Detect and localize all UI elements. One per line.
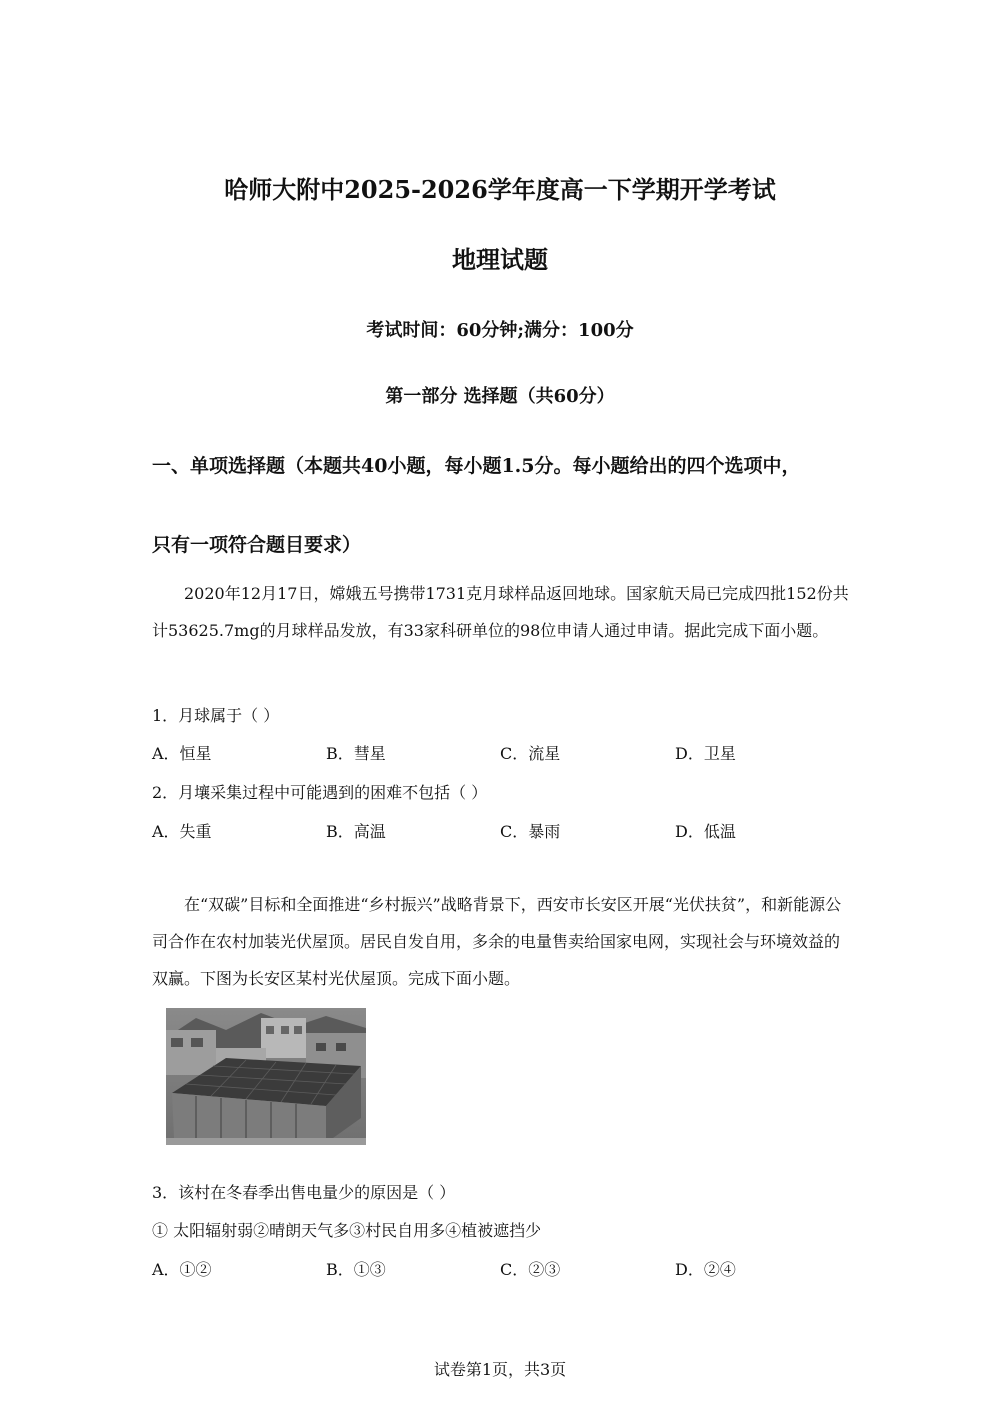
question-3-option-b: B．①③ bbox=[326, 1260, 386, 1279]
question-1-option-d: D．卫星 bbox=[675, 744, 736, 763]
passage-moon: 2020年12月17日，嫦娥五号携带1731克月球样品返回地球。国家航天局已完成四批152份共计53625.7mg的月球样品发放，有33家科研单位的98位申请人通过申请。据此完成下面小题。 bbox=[152, 584, 849, 640]
page-footer: 试卷第1页，共3页 bbox=[433, 1360, 567, 1379]
question-1-option-b: B．彗星 bbox=[326, 744, 386, 763]
question-1-option-c: C．流星 bbox=[500, 744, 561, 763]
section-heading-line2: 只有一项符合题目要求） bbox=[152, 534, 362, 556]
solar-roof-photo bbox=[166, 1008, 366, 1145]
question-3-option-a: A．①② bbox=[152, 1260, 212, 1279]
section-heading-line1: 一、单项选择题（本题共40小题，每小题1.5分。每小题给出的四个选项中， bbox=[152, 455, 801, 477]
question-3-stem: 3．该村在冬春季出售电量少的原因是（ ） bbox=[152, 1183, 456, 1202]
question-3-option-d: D．②④ bbox=[675, 1260, 736, 1279]
question-2-option-b: B．高温 bbox=[326, 822, 386, 841]
part-title: 第一部分 选择题（共60分） bbox=[385, 386, 615, 407]
question-3-option-c: C．②③ bbox=[500, 1260, 561, 1279]
exam-title: 哈师大附中2025-2026学年度高一下学期开学考试 bbox=[224, 175, 776, 204]
question-3-choices: ① 太阳辐射弱②晴朗天气多③村民自用多④植被遮挡少 bbox=[152, 1221, 542, 1240]
question-2-option-a: A．失重 bbox=[152, 822, 212, 841]
question-2-option-d: D．低温 bbox=[675, 822, 736, 841]
question-1-stem: 1．月球属于（ ） bbox=[152, 706, 280, 725]
question-1-option-a: A．恒星 bbox=[152, 744, 212, 763]
passage-solar: 在“双碳”目标和全面推进“乡村振兴”战略背景下，西安市长安区开展“光伏扶贫”，和新能源公司合作在农村加装光伏屋顶。居民自发自用，多余的电量售卖给国家电网，实现社会与环境效益的双赢。下图为长安区某村光伏屋顶。完成下面小题。 bbox=[152, 895, 842, 988]
exam-info: 考试时间：60分钟;满分：100分 bbox=[366, 320, 634, 341]
question-2-option-c: C．暴雨 bbox=[500, 822, 561, 841]
question-2-stem: 2．月壤采集过程中可能遇到的困难不包括（ ） bbox=[152, 783, 488, 802]
subject-title: 地理试题 bbox=[452, 245, 548, 274]
